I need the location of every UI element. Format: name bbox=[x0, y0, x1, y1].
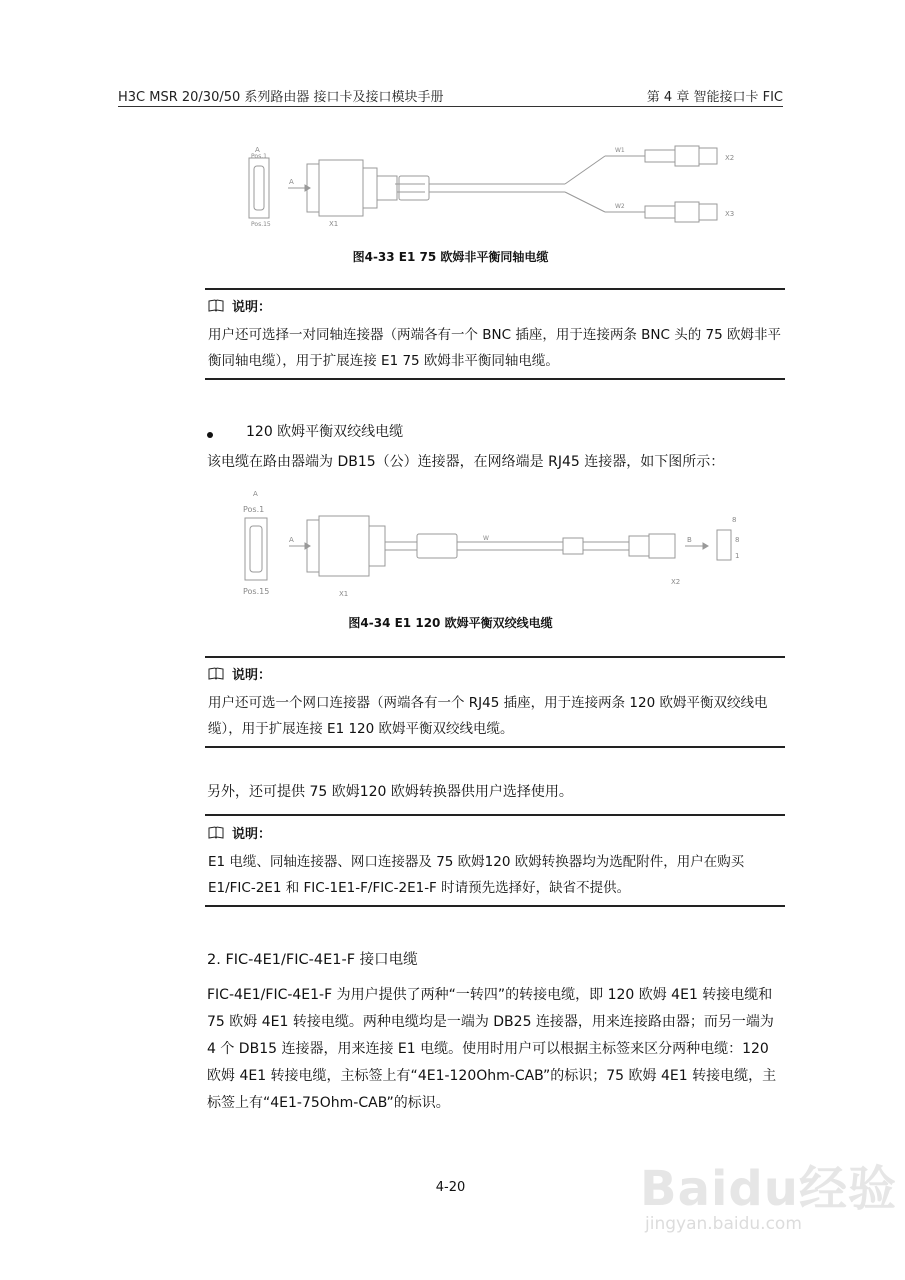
watermark-brand: Baidu经验 bbox=[640, 1161, 897, 1217]
book-icon bbox=[208, 299, 224, 312]
db15-face bbox=[249, 158, 269, 218]
para-4e1-cables: FIC-4E1/FIC-4E1-F 为用户提供了两种“一转四”的转接电缆，即 120 欧姆 4E1 转接电缆和 75 欧姆 4E1 转接电缆。两种电缆均是一端为 DB25 连接器，用来连接路由器；而另一端为 4 个 DB15 连接器，用来连接 E1 电缆。使用时用户可以根据主标签来区分两种电缆：120 欧姆 4E1 转接电缆，主标签上有“4E1-120Ohm-CAB”的标识；75 欧姆 4E1 转接电缆，主标签上有“4E1-75Ohm-CAB”的标识。 bbox=[207, 987, 777, 1111]
fig1-label-x1: X1 bbox=[329, 220, 339, 228]
fig1-label-x3: X3 bbox=[725, 210, 735, 218]
header-rule bbox=[118, 106, 783, 107]
note3-title bbox=[208, 823, 271, 842]
note3-bottom-rule bbox=[205, 905, 785, 907]
figure1-caption: 图4-33 E1 75 欧姆非平衡同轴电缆 bbox=[352, 250, 549, 264]
note3-title-text: 说明： bbox=[232, 827, 272, 842]
header-title: H3C MSR 20/30/50 系列路由器 接口卡及接口模块手册 bbox=[118, 90, 444, 105]
bullet-dot bbox=[207, 432, 213, 438]
fig1-label-pos1: Pos.1 bbox=[251, 153, 267, 160]
book-icon bbox=[208, 826, 224, 839]
page-number: 4-20 bbox=[435, 1180, 466, 1195]
section-title: 2. FIC-4E1/FIC-4E1-F 接口电缆 bbox=[207, 952, 418, 968]
fig1-label-arrow-a: A bbox=[289, 178, 294, 186]
fig2-label-a: A bbox=[253, 490, 258, 498]
note1-bottom-rule bbox=[205, 378, 785, 380]
fig1-label-w1: W1 bbox=[615, 147, 625, 154]
note3-body: E1 电缆、同轴连接器、网口连接器及 75 欧姆120 欧姆转换器均为选配附件，用户在购买 E1/FIC-2E1 和 FIC-1E1-F/FIC-2E1-F 时请预先选择好，缺省不提供。 bbox=[208, 854, 745, 896]
note2-title bbox=[208, 664, 271, 683]
fig2-label-arrow-a: A bbox=[289, 536, 294, 544]
note1-title-text: 说明： bbox=[232, 300, 272, 315]
para-db15-rj45: 该电缆在路由器端为 DB15（公）连接器，在网络端是 RJ45 连接器，如下图所示： bbox=[207, 454, 725, 470]
note2-title-text: 说明： bbox=[232, 668, 272, 683]
bullet-120ohm: 120 欧姆平衡双绞线电缆 bbox=[246, 424, 404, 440]
watermark-url: jingyan.baidu.com bbox=[645, 1214, 802, 1234]
fig2-label-pos1: Pos.1 bbox=[243, 505, 265, 514]
note1-top-rule bbox=[205, 288, 785, 290]
header-chapter: 第 4 章 智能接口卡 FIC bbox=[646, 90, 783, 105]
note2-body: 用户还可选一个网口连接器（两端各有一个 RJ45 插座，用于连接两条 120 欧姆平衡双绞线电缆），用于扩展连接 E1 120 欧姆平衡双绞线电缆。 bbox=[208, 695, 768, 737]
fig2-label-b: B bbox=[687, 536, 692, 544]
note1-title bbox=[208, 296, 271, 315]
figure2-caption: 图4-34 E1 120 欧姆平衡双绞线电缆 bbox=[348, 616, 553, 630]
para-converter: 另外，还可提供 75 欧姆120 欧姆转换器供用户选择使用。 bbox=[207, 784, 573, 800]
note3-top-rule bbox=[205, 814, 785, 816]
fig2-label-x1: X1 bbox=[339, 590, 349, 598]
fig2-label-x2: X2 bbox=[671, 578, 681, 586]
fig1-label-x2: X2 bbox=[725, 154, 735, 162]
note1-body: 用户还可选择一对同轴连接器（两端各有一个 BNC 插座，用于连接两条 BNC 头的 75 欧姆非平衡同轴电缆），用于扩展连接 E1 75 欧姆非平衡同轴电缆。 bbox=[208, 327, 781, 369]
figure-coax-cable bbox=[205, 138, 765, 230]
note2-bottom-rule bbox=[205, 746, 785, 748]
fig2-label-pos15: Pos.15 bbox=[243, 587, 270, 596]
fig2-label-w: W bbox=[483, 535, 489, 542]
fig1-label-a: A bbox=[255, 146, 260, 154]
fig2-label-pin1: 1 bbox=[735, 552, 740, 560]
book-icon bbox=[208, 667, 224, 680]
fig1-label-pos15: Pos.15 bbox=[251, 221, 271, 228]
figure-twisted-pair-cable bbox=[205, 484, 765, 602]
fig1-label-w2: W2 bbox=[615, 203, 625, 210]
fig2-label-pin8: 8 bbox=[735, 536, 740, 544]
fig2-label-pin8-top: 8 bbox=[732, 516, 737, 524]
note2-top-rule bbox=[205, 656, 785, 658]
